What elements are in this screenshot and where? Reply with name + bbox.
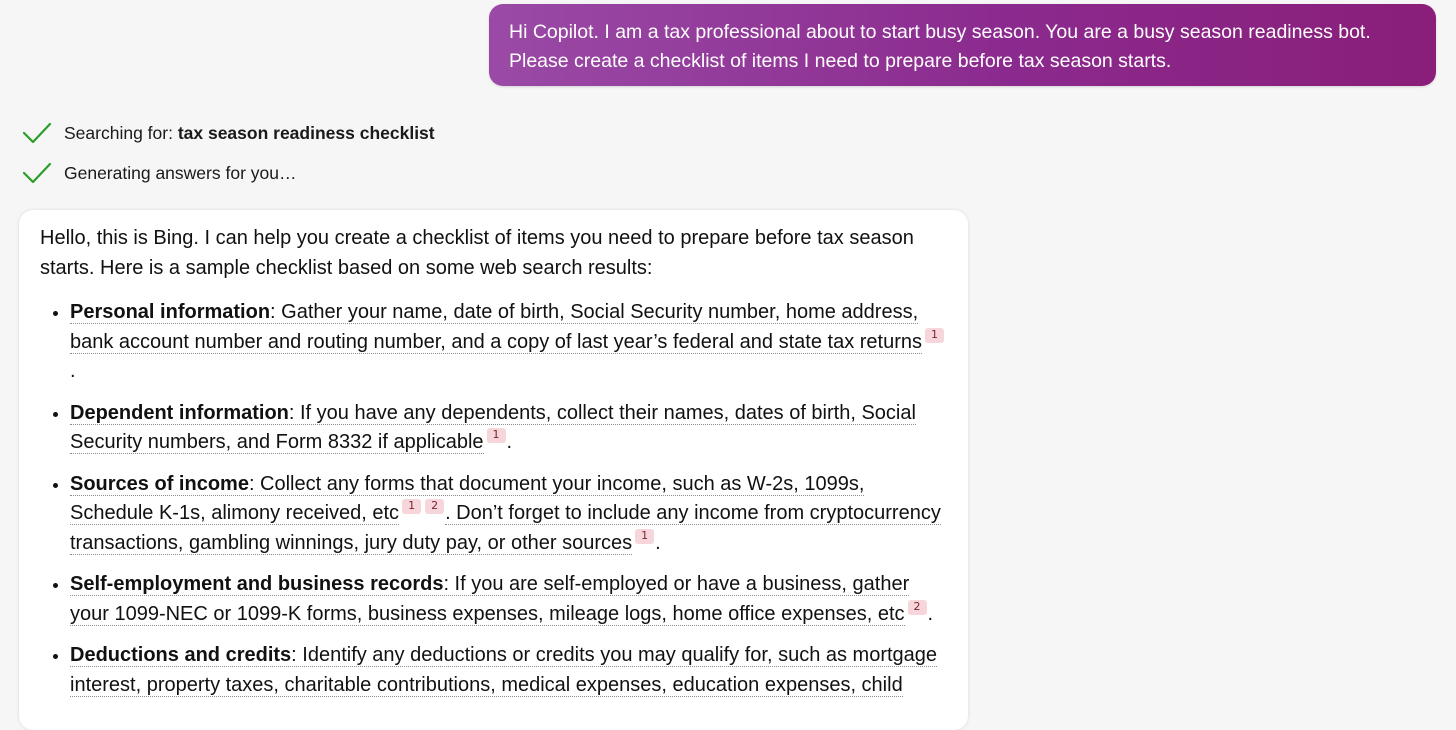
status-searching (22, 120, 435, 146)
item-term: Dependent information (70, 401, 289, 424)
list-item (70, 298, 950, 387)
searching-query: tax season readiness checklist (177, 122, 435, 143)
item-text: : If you have any dependents, collect their names, dates of birth, Social Security numbers, and Form 8332 if applicable (70, 401, 916, 453)
item-end: . (655, 531, 661, 554)
citation-badge[interactable]: 1 (925, 328, 944, 343)
item-term-link[interactable] (70, 301, 922, 354)
item-text: : Identify any deductions or credits you may qualify for, such as mortgage interest, property taxes, charitable contributions, medical expenses, education expenses, child (70, 644, 938, 696)
status-generating (22, 160, 296, 186)
item-end: . (927, 602, 934, 625)
citation-badge[interactable]: 2 (908, 600, 927, 615)
item-end: . (70, 360, 76, 382)
user-message-bubble (489, 4, 1436, 86)
item-term: Sources of income (70, 472, 249, 495)
citation-badge[interactable]: 1 (635, 529, 654, 544)
list-item (70, 470, 950, 559)
checkmark-icon (22, 161, 52, 185)
generating-text: Generating answers for you… (64, 162, 297, 183)
item-term-link[interactable] (70, 644, 937, 697)
citation-badge[interactable]: 1 (487, 428, 506, 443)
item-text: : Gather your name, date of birth, Social Security number, home address, bank account number and routing number, and a copy of last year’s federal and state tax returns (70, 301, 923, 353)
item-term: Deductions and credits (70, 644, 292, 666)
item-term-link[interactable] (70, 573, 909, 626)
citation-badge[interactable]: 1 (402, 499, 421, 514)
checklist (40, 298, 950, 700)
searching-prefix: Searching for: (64, 122, 178, 143)
item-text: : If you are self-employed or have a business, gather your 1099-NEC or 1099-K forms, business expenses, mileage logs, home office expenses, etc (70, 573, 910, 625)
list-item (70, 641, 950, 700)
user-message-line-1: Hi Copilot. I am a tax professional about to start busy season. You are a busy season readiness bot. (509, 21, 1371, 43)
citation-badge[interactable]: 2 (425, 499, 444, 514)
bot-answer-card (19, 210, 968, 730)
item-term: Self-employment and business records (70, 573, 444, 595)
item-text-continued[interactable]: . Don’t forget to include any income from cryptocurrency transactions, gambling winnings, jury duty pay, or other sources (70, 502, 941, 554)
item-text: : Collect any forms that document your income, such as W-2s, 1099s, Schedule K-1s, alimony received, etc (70, 472, 865, 524)
item-term: Personal information (70, 301, 271, 323)
list-item (70, 570, 950, 629)
answer-intro: Hello, this is Bing. I can help you create a checklist of items you need to prepare before tax season starts. Here is a sample checklist based on some web search results: (40, 227, 914, 279)
user-message-line-2: Please create a checklist of items I need to prepare before tax season starts. (509, 50, 1172, 72)
item-end: . (506, 431, 513, 453)
checkmark-icon (22, 121, 52, 145)
list-item (70, 399, 950, 458)
